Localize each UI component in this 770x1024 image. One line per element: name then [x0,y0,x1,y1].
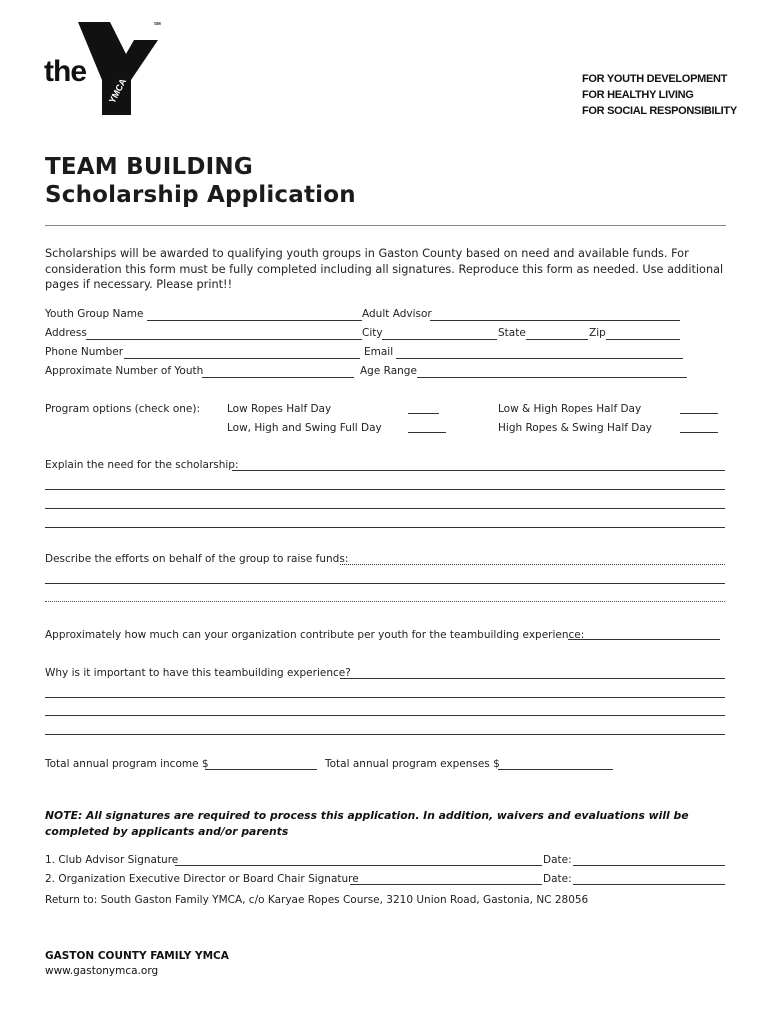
age-range-field[interactable] [417,377,687,378]
program-option-full-day: Low, High and Swing Full Day [227,422,382,434]
phone-number-field[interactable] [124,358,360,359]
zip-label: Zip [589,327,606,339]
club-advisor-date-field[interactable] [573,865,725,866]
city-label: City [362,327,383,339]
need-answer-line[interactable] [45,489,725,490]
director-date-field[interactable] [573,884,725,885]
signature-note: NOTE: All signatures are required to process this application. In addition, waivers and evaluations will be completed by applicants and/or parents [45,809,689,838]
program-check-low-high-half[interactable] [680,413,718,414]
state-field[interactable] [526,339,588,340]
program-options-label: Program options (check one): [45,403,200,415]
program-check-low-ropes-half[interactable] [408,413,439,414]
city-field[interactable] [382,339,497,340]
program-option-high-swing-half: High Ropes & Swing Half Day [498,422,653,434]
zip-field[interactable] [606,339,680,340]
page-title: TEAM BUILDING [45,154,253,180]
income-field[interactable] [205,769,317,770]
need-answer-line[interactable] [45,508,725,509]
return-address: Return to: South Gaston Family YMCA, c/o Karyae Ropes Course, 3210 Union Road, Gastonia, NC 28056 [45,894,589,906]
program-option-low-ropes-half: Low Ropes Half Day [227,403,332,415]
club-advisor-signature-label: 1. Club Advisor Signature [45,854,179,866]
tagline-healthy: FOR HEALTHY LIVING [582,89,694,101]
why-answer-line[interactable] [45,734,725,735]
adult-advisor-label: Adult Advisor [362,308,432,320]
income-label: Total annual program income $ [45,758,209,770]
email-field[interactable] [396,358,683,359]
club-advisor-signature-field[interactable] [175,865,542,866]
program-check-full-day[interactable] [408,432,446,433]
efforts-answer-line[interactable] [45,583,725,584]
program-option-low-high-half: Low & High Ropes Half Day [498,403,642,415]
efforts-question: Describe the efforts on behalf of the group to raise funds: [45,553,349,565]
footer-website-link[interactable]: www.gastonymca.org [45,965,159,977]
email-label: Email [364,346,394,358]
need-question: Explain the need for the scholarship: [45,459,239,471]
intro-text: Scholarships will be awarded to qualifying youth groups in Gaston County based on need and available funds. For consideration this form must be fully completed including all signatures. Reproduce this form as needed. Use additional pages if necessary. Please print!! [45,247,724,291]
why-answer-line[interactable] [340,678,725,679]
adult-advisor-field[interactable] [430,320,680,321]
director-signature-field[interactable] [350,884,542,885]
why-question: Why is it important to have this teambuilding experience? [45,667,351,679]
director-signature-label: 2. Organization Executive Director or Board Chair Signature [45,873,359,885]
approx-youth-field[interactable] [202,377,354,378]
logo-ymca-text: YMCA [106,76,129,105]
phone-number-label: Phone Number [45,346,124,358]
title-divider [45,225,726,226]
contribute-answer-field[interactable] [568,639,720,640]
tagline-youth: FOR YOUTH DEVELOPMENT [582,73,728,85]
tagline-social: FOR SOCIAL RESPONSIBILITY [582,105,737,117]
contribute-question: Approximately how much can your organization contribute per youth for the teambuilding experience: [45,629,585,641]
footer-org-name: GASTON COUNTY FAMILY YMCA [45,950,229,962]
address-label: Address [45,327,87,339]
efforts-answer-line[interactable] [45,601,725,602]
address-field[interactable] [86,339,362,340]
expenses-field[interactable] [498,769,613,770]
need-answer-line[interactable] [45,527,725,528]
age-range-label: Age Range [360,365,417,377]
approx-youth-label: Approximate Number of Youth [45,365,204,377]
need-answer-line[interactable] [232,470,725,471]
efforts-answer-line[interactable] [340,564,725,565]
ymca-y-logo-icon [76,20,166,120]
logo-the-text: the [44,55,86,88]
logo-sm-mark: SM [154,21,161,26]
page-subtitle: Scholarship Application [45,182,356,208]
program-check-high-swing-half[interactable] [680,432,718,433]
why-answer-line[interactable] [45,697,725,698]
expenses-label: Total annual program expenses $ [325,758,500,770]
director-date-label: Date: [543,873,572,885]
state-label: State [498,327,526,339]
club-advisor-date-label: Date: [543,854,572,866]
why-answer-line[interactable] [45,715,725,716]
youth-group-name-field[interactable] [147,320,362,321]
youth-group-name-label: Youth Group Name [45,308,144,320]
